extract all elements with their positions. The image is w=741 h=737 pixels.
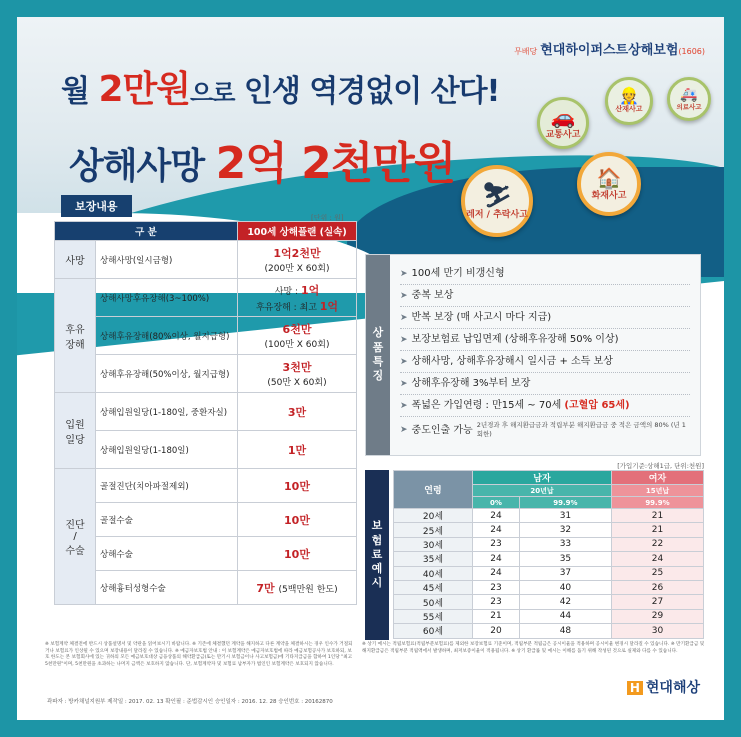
female-col: 99.9% bbox=[611, 497, 703, 509]
amount-cell bbox=[238, 241, 357, 279]
amount-cell bbox=[238, 469, 357, 503]
category-cell bbox=[55, 469, 96, 605]
amount-value: 10만 bbox=[284, 479, 310, 493]
male-col-0: 0% bbox=[473, 497, 520, 509]
poster bbox=[17, 17, 724, 720]
item-cell: 골절수술 bbox=[96, 503, 238, 537]
feature-text: 100세 만기 비갱신형 bbox=[411, 268, 505, 279]
headline-part2: 으로 bbox=[190, 79, 235, 107]
item-cell: 상해후유장해(80%이상, 월지급형) bbox=[96, 317, 238, 355]
item-cell: 골절진단(치아파절제외) bbox=[96, 469, 238, 503]
list-item bbox=[400, 329, 690, 351]
list-item bbox=[400, 351, 690, 373]
feature-text: 상해후유장해 3%부터 보장 bbox=[411, 378, 531, 389]
premium-cell: 23 bbox=[473, 537, 520, 551]
footer-info: 곽파자 : 방카채널지원부 제작일 : 2017. 02. 13 확인필 : 준법감시인 승인일자 : 2016. 12. 28 승인번호 : 20162870 bbox=[47, 699, 333, 705]
table-row bbox=[394, 552, 704, 566]
brand-code: (1606) bbox=[678, 47, 705, 56]
brand-name: 현대하이퍼스트상해보험 bbox=[540, 43, 679, 58]
amount-cell bbox=[238, 431, 357, 469]
premium-unit: [가입기준:상해1급, 단위:천원] bbox=[617, 462, 704, 470]
amount-sub: (100만 X 60회) bbox=[264, 340, 330, 350]
leisure-icon: ⛷ bbox=[481, 180, 513, 209]
premium-example bbox=[365, 470, 704, 640]
table-row bbox=[394, 537, 704, 551]
logo-mark: H bbox=[627, 681, 643, 695]
male-header: 남자 bbox=[473, 471, 612, 485]
house-fire-icon: 🏠 bbox=[596, 165, 622, 190]
pin-fire-accident bbox=[577, 152, 641, 216]
table-row bbox=[55, 241, 357, 279]
pin-label: 교통사고 bbox=[545, 129, 581, 140]
disclaimer-right: ※ 상기 예시는 적립보험료(적립부분보험료)를 제외한 보장보험료 기준이며, 적립부분 적립금은 공시이율을 적용하며 공시이율 변경시 달라질 수 있습니다. ※ 만기환급금 및 해지환급금은 적립부분 적립액에서 발생하며, 최저보증이율이 적용됩니다. ※ 상기 환급률 및 예시는 이해를 돕기 위해 작성된 것으로 실제와 다를 수 있습니다. bbox=[362, 642, 705, 654]
amount-cell bbox=[238, 317, 357, 355]
pin-label: 의료사고 bbox=[676, 102, 702, 111]
premium-cell: 35 bbox=[519, 552, 611, 566]
amount-pre: 사망 : bbox=[274, 286, 301, 297]
amount-sub: (5백만원 한도) bbox=[278, 584, 338, 595]
premium-cell: 23 bbox=[473, 580, 520, 594]
amount-sub: (50만 X 60회) bbox=[267, 378, 327, 388]
age-cell: 45세 bbox=[394, 580, 473, 594]
features-side-text: 상 품 특 징 bbox=[372, 326, 384, 383]
pin-label: 산재사고 bbox=[615, 105, 643, 113]
table-row bbox=[55, 537, 357, 571]
amount-pre: 후유장해 : 최고 bbox=[255, 302, 320, 313]
headline2-part1: 상해사망 bbox=[69, 146, 205, 187]
amount-value: 3만 bbox=[287, 405, 307, 419]
premium-cell: 23 bbox=[473, 595, 520, 609]
features-side-label bbox=[366, 255, 390, 455]
item-cell: 상해사망후유장해(3~100%) bbox=[96, 279, 238, 317]
amount-value: 1억2천만 bbox=[273, 247, 321, 260]
feature-text: 반복 보장 (매 사고시 마다 지급) bbox=[411, 312, 552, 323]
pin-label: 화재사고 bbox=[591, 190, 627, 201]
amount-cell bbox=[238, 355, 357, 393]
table-row bbox=[55, 571, 357, 605]
table-row bbox=[394, 624, 704, 638]
premium-cell: 24 bbox=[473, 509, 520, 523]
age-cell: 20세 bbox=[394, 509, 473, 523]
feature-text: 폭넓은 가입연령 : 만15세 ~ 70세 bbox=[411, 400, 565, 411]
female-term: 15년납 bbox=[611, 485, 703, 497]
amount-cell bbox=[238, 537, 357, 571]
coverage-plan-header: 100세 상해플랜 (실속) bbox=[238, 222, 357, 241]
amount-cell bbox=[238, 503, 357, 537]
pin-leisure-accident bbox=[461, 165, 533, 237]
age-cell: 60세 bbox=[394, 624, 473, 638]
coverage-unit: [단위 : 원] bbox=[311, 214, 344, 222]
premium-side-label bbox=[365, 470, 389, 640]
amount-value: 6천만 bbox=[282, 323, 312, 336]
coverage-col-header: 구 분 bbox=[55, 222, 238, 241]
premium-cell: 22 bbox=[611, 537, 703, 551]
table-row bbox=[394, 523, 704, 537]
premium-cell: 24 bbox=[611, 552, 703, 566]
item-cell: 상해입원일당(1-180일) bbox=[96, 431, 238, 469]
amount-cell bbox=[238, 571, 357, 605]
headline bbox=[61, 61, 499, 112]
amount-value: 3천만 bbox=[282, 361, 312, 374]
feature-text: 상해사망, 상해후유장해시 일시금 + 소득 보상 bbox=[411, 356, 613, 367]
headline2-amount: 2억 2천만원 bbox=[215, 138, 456, 189]
premium-cell: 31 bbox=[519, 509, 611, 523]
table-row bbox=[55, 431, 357, 469]
premium-cell: 24 bbox=[473, 552, 520, 566]
amount-cell bbox=[238, 279, 357, 317]
amount-value: 10만 bbox=[284, 513, 310, 527]
male-col-1: 99.9% bbox=[519, 497, 611, 509]
premium-cell: 27 bbox=[611, 595, 703, 609]
male-term: 20년납 bbox=[473, 485, 612, 497]
brand-tag: 무배당 bbox=[514, 47, 538, 56]
table-row bbox=[394, 595, 704, 609]
category-cell bbox=[55, 279, 96, 393]
pin-industrial-accident bbox=[605, 77, 653, 125]
list-item bbox=[400, 373, 690, 395]
item-cell: 상해사망(일시금형) bbox=[96, 241, 238, 279]
company-logo bbox=[627, 677, 700, 697]
age-cell: 55세 bbox=[394, 609, 473, 623]
table-row bbox=[55, 317, 357, 355]
premium-cell: 48 bbox=[519, 624, 611, 638]
premium-cell: 25 bbox=[611, 566, 703, 580]
age-cell: 40세 bbox=[394, 566, 473, 580]
premium-cell: 24 bbox=[473, 523, 520, 537]
ambulance-icon: 🚑 bbox=[680, 86, 698, 103]
list-item bbox=[400, 285, 690, 307]
product-features bbox=[365, 254, 701, 456]
premium-cell: 33 bbox=[519, 537, 611, 551]
amount-value: 1만 bbox=[287, 443, 307, 457]
premium-body bbox=[394, 509, 704, 639]
brand-product-name bbox=[514, 39, 708, 58]
table-row bbox=[55, 355, 357, 393]
item-cell: 상해입원일당(1-180일, 중환자실) bbox=[96, 393, 238, 431]
premium-cell: 21 bbox=[611, 509, 703, 523]
feature-highlight: (고혈압 65세) bbox=[564, 400, 630, 411]
amount-value: 1억 bbox=[300, 283, 320, 297]
disclaimer-left: ※ 보험계약 체결전에 반드시 상품설명서 및 약관을 읽어보시기 바랍니다. ※ 기존에 체결했던 계약을 해지하고 다른 계약을 체결하시는 경우 인수가 거절되거나 보험료가 인상될 수 있으며 보장내용이 달라질 수 있습니다. ※ 예금자보호법 안내 : 이 보험계약은 예금자보호법에 따라 예금보험공사가 보호하되, 보호 한도는 본 보험회사에 있는 귀하의 모든 예금보호대상 금융상품의 해약환급금(또는 만기시 보험금이나 사고보험금)에 기타지급금을 합하여 1인당 "최고 5천만원"이며, 5천만원을 초과하는 나머지 금액은 보호하지 않습니다. 단, 보험계약자 및 보험료 납부자가 법인인 보험계약은 보호되지 않습니다. bbox=[45, 642, 353, 667]
age-cell: 35세 bbox=[394, 552, 473, 566]
table-row bbox=[55, 469, 357, 503]
premium-cell: 20 bbox=[473, 624, 520, 638]
feature-text: ➤ 중도인출 가능 bbox=[411, 424, 473, 436]
table-row bbox=[394, 509, 704, 523]
premium-cell: 40 bbox=[519, 580, 611, 594]
car-icon: 🚗 bbox=[550, 104, 576, 129]
feature-text: 중복 보상 bbox=[411, 290, 454, 301]
category-label: 입원 일당 bbox=[65, 419, 85, 446]
category-label: 후유 장해 bbox=[65, 324, 85, 351]
feature-note: 2년경과 후 해지환급금과 적립부분 해지환급금 중 적은 금액의 80% (년 1회한) bbox=[476, 421, 686, 438]
premium-cell: 21 bbox=[611, 523, 703, 537]
category-cell: 사망 bbox=[55, 241, 96, 279]
headline-amount bbox=[69, 127, 455, 191]
age-cell: 25세 bbox=[394, 523, 473, 537]
premium-side-text: 보 험 료 예 시 bbox=[371, 519, 383, 590]
pin-label: 레저 / 추락사고 bbox=[466, 209, 528, 220]
headline-part1: 월 bbox=[61, 74, 89, 109]
feature-text: 보장보험료 납입면제 (상해후유장해 50% 이상) bbox=[411, 334, 619, 345]
coverage-table bbox=[54, 221, 357, 605]
pin-medical-accident bbox=[667, 77, 711, 121]
worker-icon: 👷 bbox=[619, 86, 639, 105]
table-row bbox=[394, 580, 704, 594]
female-header: 여자 bbox=[611, 471, 703, 485]
table-row bbox=[55, 393, 357, 431]
logo-name: 현대해상 bbox=[645, 680, 700, 696]
headline-part3: 인생 역경없이 산다! bbox=[243, 74, 500, 109]
amount-sub: (200만 X 60회) bbox=[264, 264, 330, 274]
premium-cell: 37 bbox=[519, 566, 611, 580]
list-item bbox=[400, 307, 690, 329]
table-row bbox=[55, 279, 357, 317]
age-header: 연령 bbox=[394, 471, 473, 509]
category-cell bbox=[55, 393, 96, 469]
age-cell: 50세 bbox=[394, 595, 473, 609]
premium-cell: 32 bbox=[519, 523, 611, 537]
amount-cell bbox=[238, 393, 357, 431]
pin-traffic-accident bbox=[537, 97, 589, 149]
list-item bbox=[400, 263, 690, 285]
premium-cell: 30 bbox=[611, 624, 703, 638]
table-row bbox=[394, 609, 704, 623]
premium-cell: 24 bbox=[473, 566, 520, 580]
features-list bbox=[400, 263, 690, 443]
premium-cell: 42 bbox=[519, 595, 611, 609]
premium-cell: 44 bbox=[519, 609, 611, 623]
premium-cell: 26 bbox=[611, 580, 703, 594]
amount-value: 1억 bbox=[319, 299, 339, 313]
premium-table bbox=[393, 470, 704, 639]
item-cell: 상해수술 bbox=[96, 537, 238, 571]
item-cell: 상해후유장해(50%이상, 월지급형) bbox=[96, 355, 238, 393]
item-cell: 상해흉터성형수술 bbox=[96, 571, 238, 605]
table-row bbox=[394, 566, 704, 580]
amount-value: 7만 bbox=[256, 581, 275, 595]
headline-price: 2만원 bbox=[98, 69, 191, 110]
premium-cell: 21 bbox=[473, 609, 520, 623]
list-item bbox=[400, 417, 690, 443]
age-cell: 30세 bbox=[394, 537, 473, 551]
list-item bbox=[400, 395, 690, 417]
category-label: 진단 / 수술 bbox=[65, 520, 85, 557]
table-row bbox=[55, 503, 357, 537]
premium-cell: 29 bbox=[611, 609, 703, 623]
coverage-tag: 보장내용 bbox=[61, 195, 132, 217]
amount-value: 10만 bbox=[284, 547, 310, 561]
